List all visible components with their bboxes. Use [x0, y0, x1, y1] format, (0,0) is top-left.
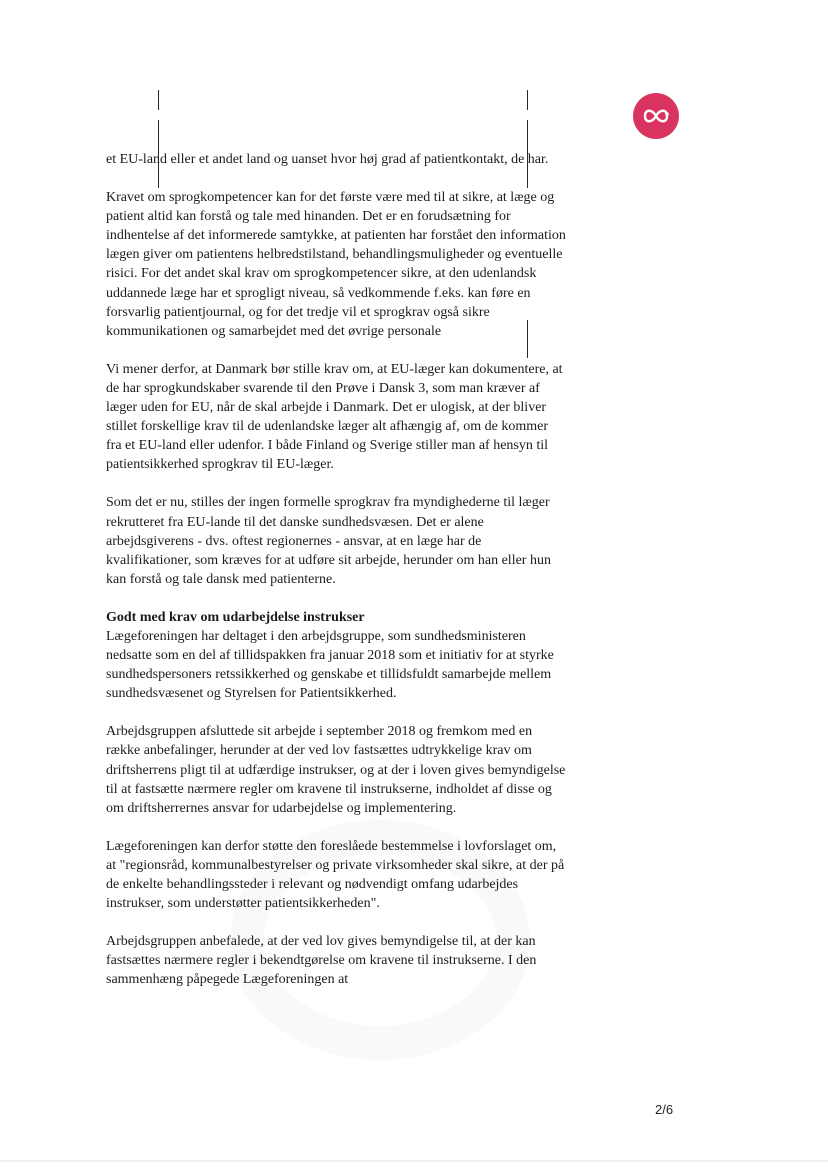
laegeforeningen-logo	[633, 93, 679, 139]
paragraph: Kravet om sprogkompetencer kan for det første være med til at sikre, at læge og patient altid kan forstå og tale med hinanden. Det er en forudsætning for indhentelse af det informerede samtykke, at patienten har forstået den information lægen giver om patientens helbredstilstand, behandlingsmuligheder og eventuelle risici. For det andet skal krav om sprogkompetencer sikre, at den udenlandsk uddannede læge har et sprogligt niveau, så vedkommende f.eks. kan føre en forsvarlig patientjournal, og for det tredje vil et sprogkrav også sikre kommunikationen og samarbejdet med det øvrige personale	[106, 190, 566, 339]
scan-mark	[158, 90, 159, 110]
paragraph: Vi mener derfor, at Danmark bør stille krav om, at EU-læger kan dokumentere, at de har sprogkundskaber svarende til den Prøve i Dansk 3, som man kræver af læger uden for EU, når de skal arbejde i Danmark. Det er ulogisk, at der bliver stillet forskellige krav til de udenlandske læger alt afhængig af, om de kommer fra et EU-land eller udenfor. I både Finland og Sverige stiller man af hensyn til patientsikkerhed sprogkrav til EU-læger.	[106, 361, 563, 473]
paragraph: Arbejdsgruppen anbefalede, at der ved lov gives bemyndigelse til, at der kan fastsættes nærmere regler i bekendtgørelse om kravene til instrukserne. I den sammenhæng påpegede Lægeforeningen at	[106, 934, 537, 988]
page-number: 2/6	[655, 1102, 674, 1117]
scan-edge	[0, 1160, 828, 1162]
paragraph: Lægeforeningen har deltaget i den arbejdsgruppe, som sundhedsministeren nedsatte som en del af tillidspakken fra januar 2018 som et initiativ for at styrke sundhedspersoners retssikkerhed og genskabe et tillidsfuldt samarbejde mellem sundhedsvæsenet og Styrelsen for Patientsikkerhed.	[106, 628, 554, 702]
paragraph: Lægeforeningen kan derfor støtte den foreslåede bestemmelse i lovforslaget om, at "regionsråd, kommunalbestyrelser og private virksomheder skal sikre, at der på de enkelte behandlingssteder i relevant og nødvendigt omfang udarbejdes instrukser, som understøtter patientsikkerheden".	[106, 838, 565, 912]
paragraph: et EU-land eller et andet land og uanset hvor høj grad af patientkontakt, de har.	[106, 152, 549, 167]
paragraph: Arbejdsgruppen afsluttede sit arbejde i september 2018 og fremkom med en række anbefalinger, herunder at der ved lov fastsættes udtrykkelige krav om driftsherrens pligt til at udfærdige instrukser, og at der i loven gives bemyndigelse til at fastsætte nærmere regler om kravene til instrukserne, indholdet af disse og om driftsherrernes ansvar for udarbejdelse og implementering.	[106, 724, 566, 816]
infinity-snake-icon	[641, 105, 671, 127]
scan-mark	[527, 90, 528, 110]
paragraph: Som det er nu, stilles der ingen formelle sprogkrav fra myndighederne til læger rekrutteret fra EU-lande til det danske sundhedsvæsen. Det er alene arbejdsgiverens - dvs. oftest regionernes - ansvar, at en læge har de kvalifikationer, som kræves for at udføre sit arbejde, herunder om han eller hun kan forstå og tale dansk med patienterne.	[106, 495, 551, 587]
document-body	[106, 150, 566, 1008]
section-heading: Godt med krav om udarbejdelse instrukser	[106, 609, 365, 625]
section-block	[106, 608, 566, 703]
